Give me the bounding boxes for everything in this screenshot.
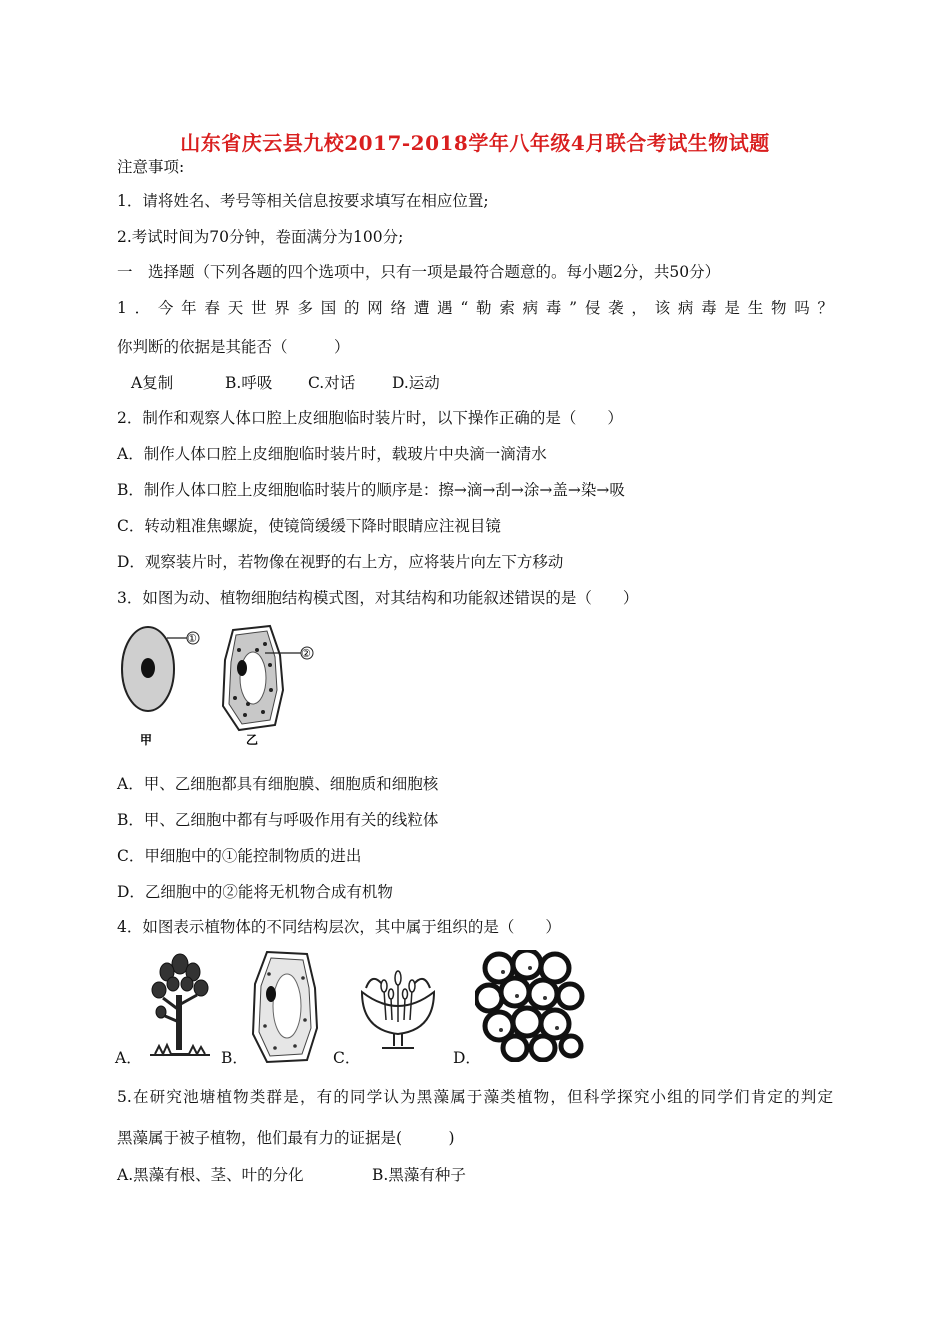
caption-jia: 甲 [140,733,153,747]
q1-stem-line2: 你判断的依据是其能否（ ） [117,338,350,356]
q1-option-a: A复制 [131,374,174,392]
q1-stem-line1: 1．今年春天世界多国的网络遭遇“勒索病毒”侵袭，该病毒是生物吗？ [117,299,833,317]
q1-option-d: D.运动 [392,374,440,392]
q1-options [131,373,440,393]
q4-label-b: B． [221,1049,248,1067]
label-2: ② [301,647,311,660]
label-1: ① [187,632,197,645]
section-heading: 一 选择题（下列各题的四个选项中，只有一项是最符合题意的。每小题2分，共50分） [117,263,721,281]
q2-option-a: A．制作人体口腔上皮细胞临时装片时，载玻片中央滴一滴清水 [117,445,547,463]
note-item-2: 2.考试时间为70分钟，卷面满分为100分; [117,228,404,246]
q4-label-a: A． [115,1049,142,1067]
note-item-1: 1．请将姓名、考号等相关信息按要求填写在相应位置; [117,192,489,210]
q2-stem: 2．制作和观察人体口腔上皮细胞临时装片时，以下操作正确的是（ ） [117,409,623,427]
tissue-image [475,950,585,1062]
plant-cell-image [245,948,325,1066]
q3-option-b: B．甲、乙细胞中都有与呼吸作用有关的线粒体 [117,811,439,829]
flower-image [352,962,444,1050]
q5-stem-line1: 5.在研究池塘植物类群是，有的同学认为黑藻属于藻类植物，但科学探究小组的同学们肯定的判定 [117,1088,833,1106]
cell-structure-figure [115,620,325,750]
q4-label-d: D． [453,1049,481,1067]
animal-nucleus [141,658,155,678]
q3-stem: 3．如图为动、植物细胞结构模式图，对其结构和功能叙述错误的是（ ） [117,589,639,607]
q5-options [117,1165,466,1185]
q3-option-d: D．乙细胞中的②能将无机物合成有机物 [117,883,393,901]
q1-option-c: C.对话 [308,374,356,392]
q3-option-c: C．甲细胞中的①能控制物质的进出 [117,847,362,865]
plant-body-image [145,950,215,1060]
q5-option-b: B.黑藻有种子 [372,1166,466,1184]
q5-stem-line2: 黑藻属于被子植物，他们最有力的证据是( ) [117,1129,455,1147]
q2-option-b: B．制作人体口腔上皮细胞临时装片的顺序是：擦→滴→刮→涂→盖→染→吸 [117,481,625,499]
q2-option-d: D．观察装片时，若物像在视野的右上方，应将装片向左下方移动 [117,553,564,571]
page-title: 山东省庆云县九校2017-2018学年八年级4月联合考试生物试题 [180,131,770,155]
q1-option-b: B.呼吸 [225,374,273,392]
q4-stem: 4．如图表示植物体的不同结构层次，其中属于组织的是（ ） [117,918,561,936]
caption-yi: 乙 [246,733,259,747]
q2-option-c: C．转动粗准焦螺旋，使镜筒缓缓下降时眼睛应注视目镜 [117,517,501,535]
plant-nucleus [237,660,247,676]
q4-label-c: C． [333,1049,361,1067]
q3-option-a: A．甲、乙细胞都具有细胞膜、细胞质和细胞核 [117,775,439,793]
notes-heading: 注意事项: [117,158,185,176]
q5-option-a: A.黑藻有根、茎、叶的分化 [117,1166,304,1184]
